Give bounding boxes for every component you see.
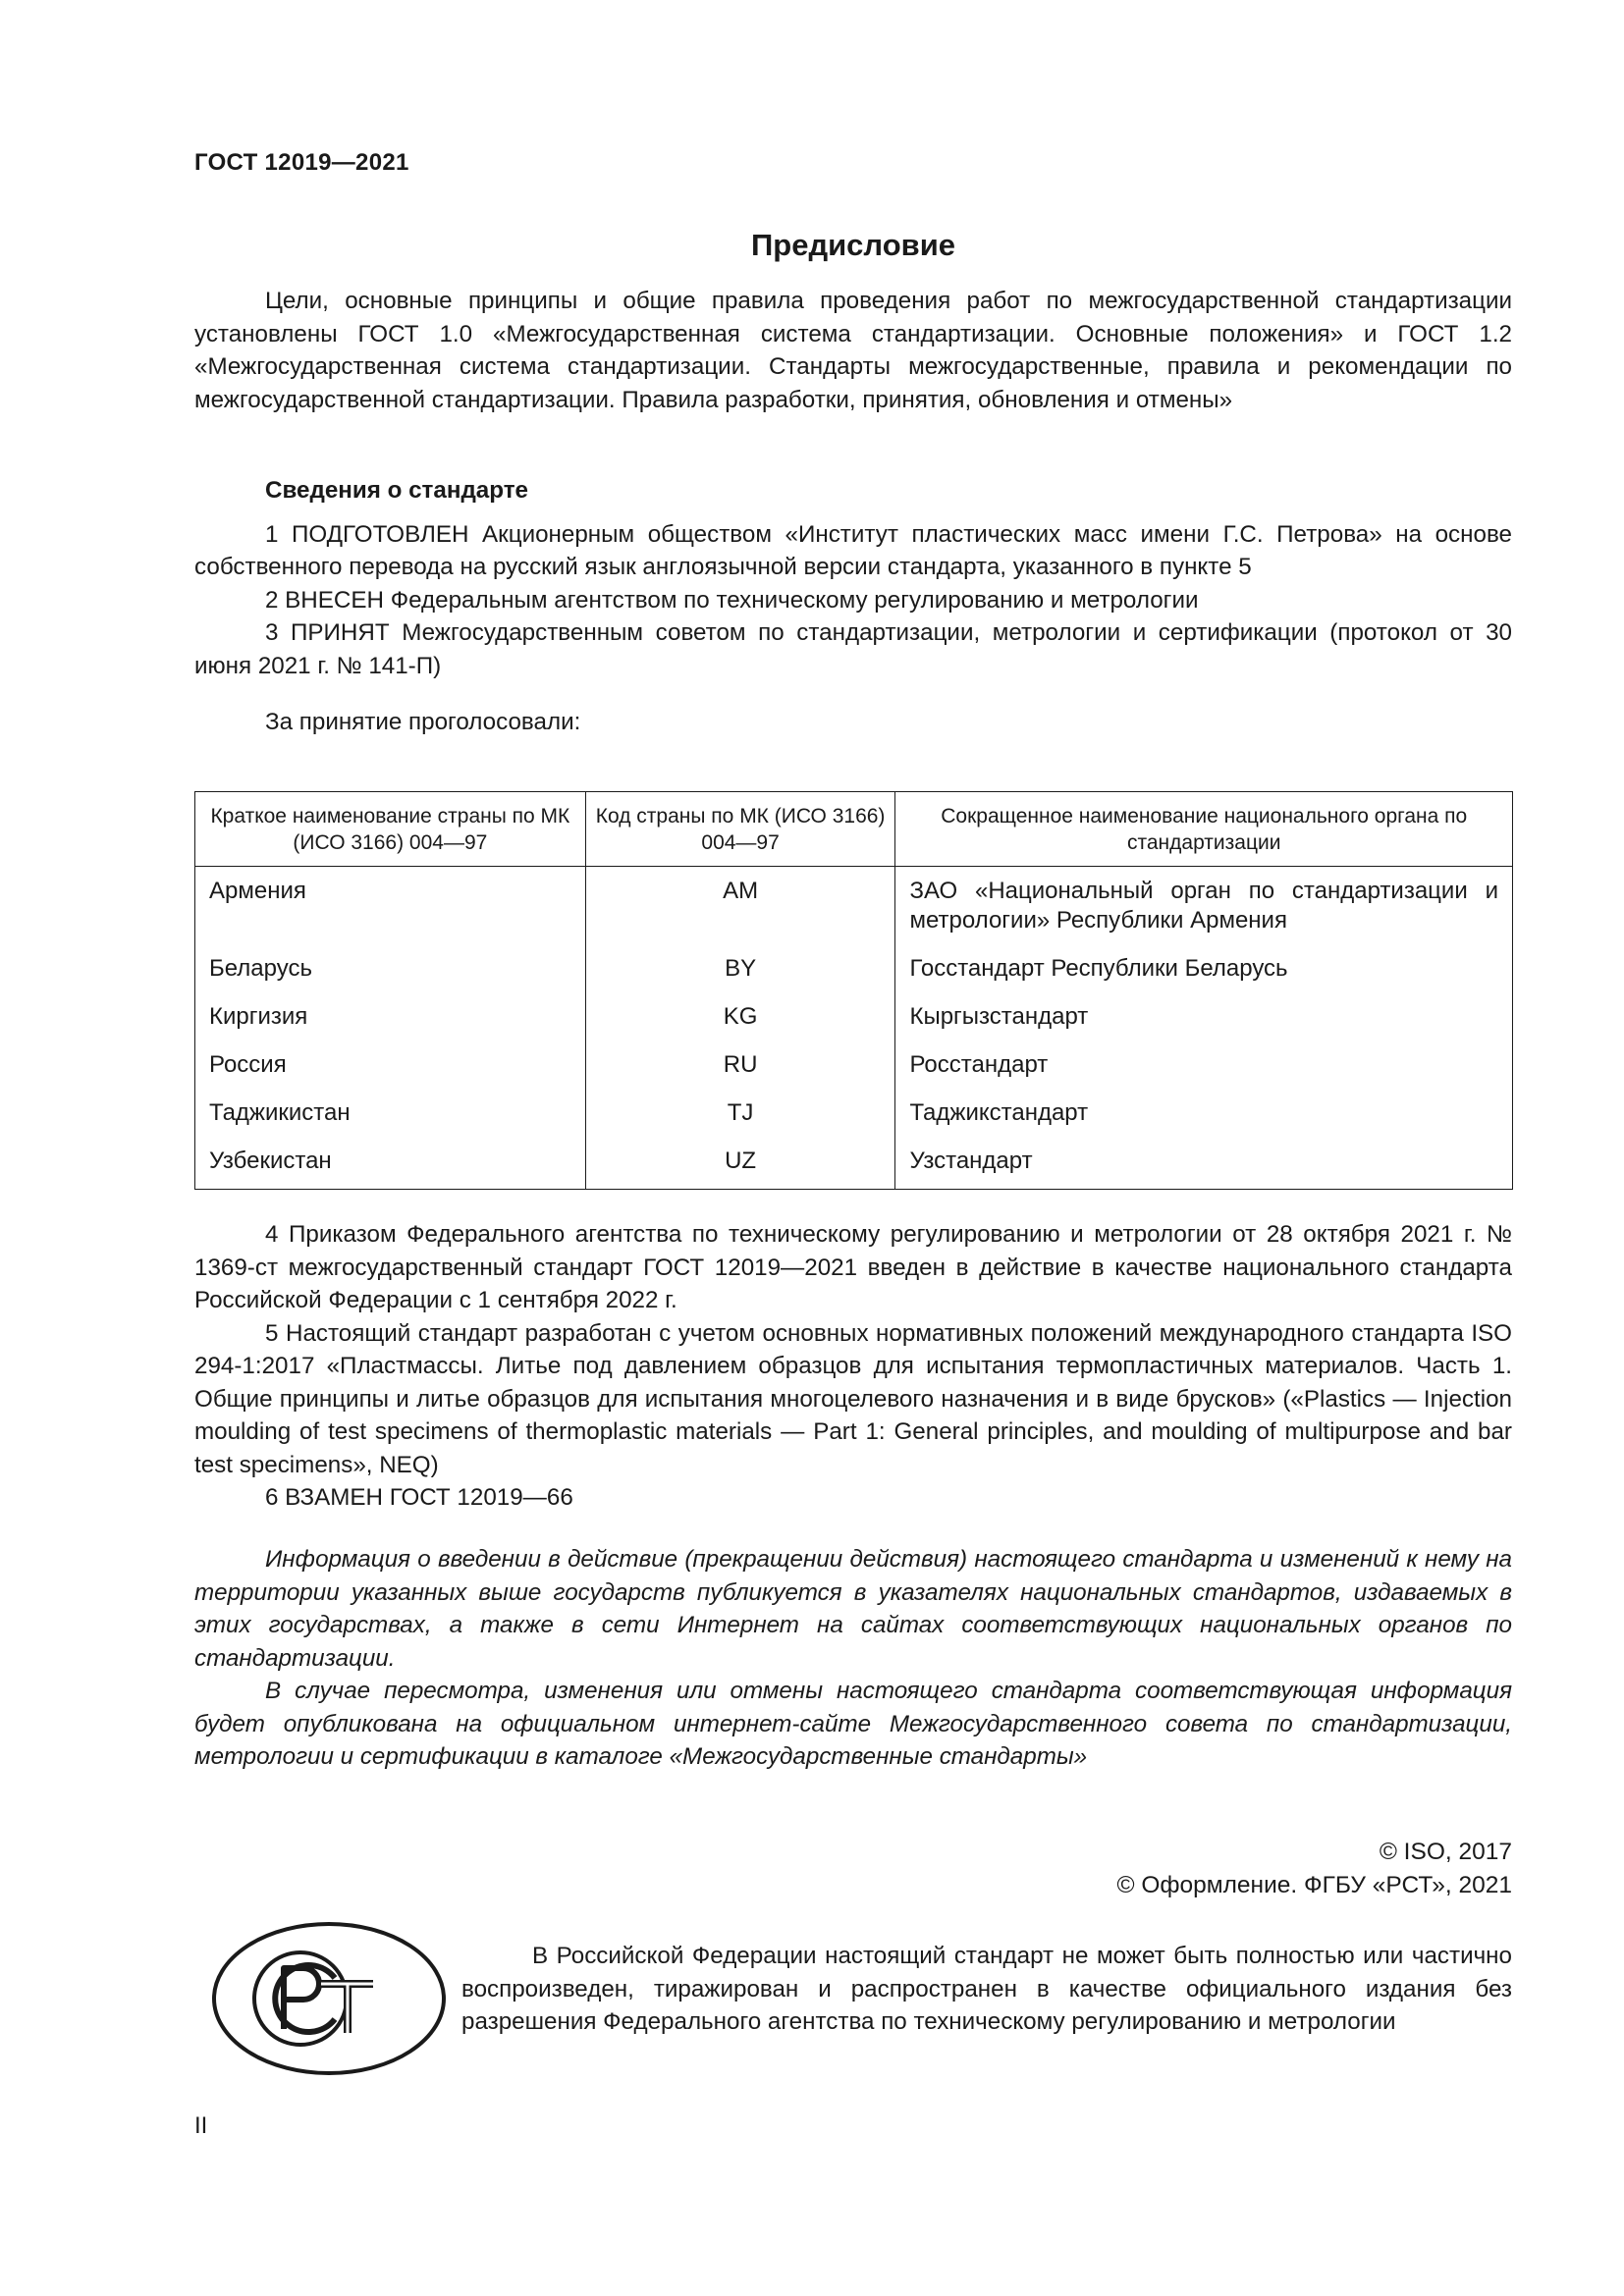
national-body: Росстандарт bbox=[895, 1041, 1513, 1089]
national-body: ЗАО «Национальный орган по стандартизации и метрологии» Республики Армения bbox=[895, 867, 1513, 945]
country-name: Россия bbox=[195, 1041, 586, 1089]
national-body: Госстандарт Республики Беларусь bbox=[895, 944, 1513, 992]
table-row bbox=[195, 867, 1513, 945]
table-row bbox=[195, 1089, 1513, 1137]
standard-info-block bbox=[194, 474, 1512, 739]
country-name: Узбекистан bbox=[195, 1137, 586, 1190]
table-header-row bbox=[195, 792, 1513, 867]
page-number: II bbox=[194, 2112, 208, 2139]
copyright-iso: © ISO, 2017 bbox=[1379, 1839, 1512, 1865]
national-body: Кыргызстандарт bbox=[895, 992, 1513, 1041]
country-code: UZ bbox=[585, 1137, 895, 1190]
country-code: KG bbox=[585, 992, 895, 1041]
table-row bbox=[195, 1041, 1513, 1089]
country-name: Киргизия bbox=[195, 992, 586, 1041]
header-national-body: Сокращенное наименование национального органа по стандартизации bbox=[895, 792, 1513, 867]
intro-block bbox=[194, 285, 1512, 416]
document-code-header: ГОСТ 12019—2021 bbox=[194, 149, 409, 176]
voting-countries-table bbox=[194, 791, 1513, 1190]
header-country-name: Краткое наименование страны по МК (ИСО 3166) 004—97 bbox=[195, 792, 586, 867]
country-code: AM bbox=[585, 867, 895, 945]
table-row bbox=[195, 944, 1513, 992]
info-item-1: 1 ПОДГОТОВЛЕН Акционерным обществом «Институт пластических масс имени Г.С. Петрова» на основе собственного перевода на русский язык англоязычной версии стандарта, указанного в пункте 5 bbox=[194, 520, 1512, 580]
copyright-design: © Оформление. ФГБУ «РСТ», 2021 bbox=[1116, 1872, 1512, 1898]
rights-notice-paragraph: В Российской Федерации настоящий стандарт не может быть полностью или частично воспроизведен, тиражирован и распространен в качестве официального издания без разрешения Федерального агентства по техническому регулированию и метрологии bbox=[461, 1943, 1512, 2035]
standard-info-heading: Сведения о стандарте bbox=[265, 477, 528, 504]
country-name: Таджикистан bbox=[195, 1089, 586, 1137]
info-item-4: 4 Приказом Федерального агентства по техническому регулированию и метрологии от 28 октября 2021 г. № 1369-ст межгосударственный стандарт ГОСТ 12019—2021 введен в действие в качестве национального стандарта Российской Федерации с 1 сентября 2022 г. bbox=[194, 1221, 1512, 1313]
standard-items-block bbox=[194, 1218, 1512, 1515]
rst-logo-icon bbox=[210, 1919, 448, 2078]
notice-paragraph-2: В случае пересмотра, изменения или отмены настоящего стандарта соответствующая информация будет опубликована на официальном интернет-сайте Межгосударственного совета по стандартизации, метрологии и сертификации в каталоге «Межгосударственные стандарты» bbox=[194, 1678, 1512, 1770]
intro-paragraph: Цели, основные принципы и общие правила проведения работ по межгосударственной стандартизации установлены ГОСТ 1.0 «Межгосударственная система стандартизации. Основные положения» и ГОСТ 1.2 «Межгосударственная система стандартизации. Стандарты межгосударственные, правила и рекомендации по межгосударственной стандартизации. Правила разработки, принятия, обновления и отмены» bbox=[194, 288, 1512, 413]
national-body: Таджикстандарт bbox=[895, 1089, 1513, 1137]
country-code: TJ bbox=[585, 1089, 895, 1137]
header-country-code: Код страны по МК (ИСО 3166) 004—97 bbox=[585, 792, 895, 867]
info-item-5: 5 Настоящий стандарт разработан с учетом основных нормативных положений международного стандарта ISO 294-1:2017 «Пластмассы. Литье под давлением образцов для испытания термопластичных материалов. Часть 1. Общие принципы и литье образцов для испытания многоцелевого назначения и в виде брусков» («Plastics — Injection moulding of test specimens of thermoplastic materials — Part 1: General principles, and moulding of multipurpose and bar test specimens», NEQ) bbox=[194, 1319, 1512, 1478]
country-code: BY bbox=[585, 944, 895, 992]
table-row bbox=[195, 1137, 1513, 1190]
country-name: Беларусь bbox=[195, 944, 586, 992]
section-title: Предисловие bbox=[750, 228, 955, 262]
country-code: RU bbox=[585, 1041, 895, 1089]
rights-notice-block bbox=[461, 1940, 1512, 2039]
info-item-2: 2 ВНЕСЕН Федеральным агентством по техническому регулированию и метрологии bbox=[265, 586, 1199, 614]
notice-paragraph-1: Информация о введении в действие (прекращении действия) настоящего стандарта и изменений к нему на территории указанных выше государств публикуется в указателях национальных стандартов, издаваемых в этих государствах, а также в сети Интернет на сайтах соответствующих национальных органов по стандартизации. bbox=[194, 1546, 1512, 1672]
table-row bbox=[195, 992, 1513, 1041]
info-item-6: 6 ВЗАМЕН ГОСТ 12019—66 bbox=[265, 1484, 573, 1511]
voted-label: За принятие проголосовали: bbox=[265, 709, 581, 735]
copyright-block bbox=[194, 1836, 1512, 1902]
national-body: Узстандарт bbox=[895, 1137, 1513, 1190]
notice-block bbox=[194, 1543, 1512, 1774]
country-name: Армения bbox=[195, 867, 586, 945]
info-item-3: 3 ПРИНЯТ Межгосударственным советом по стандартизации, метрологии и сертификации (протокол от 30 июня 2021 г. № 141-П) bbox=[194, 619, 1512, 679]
